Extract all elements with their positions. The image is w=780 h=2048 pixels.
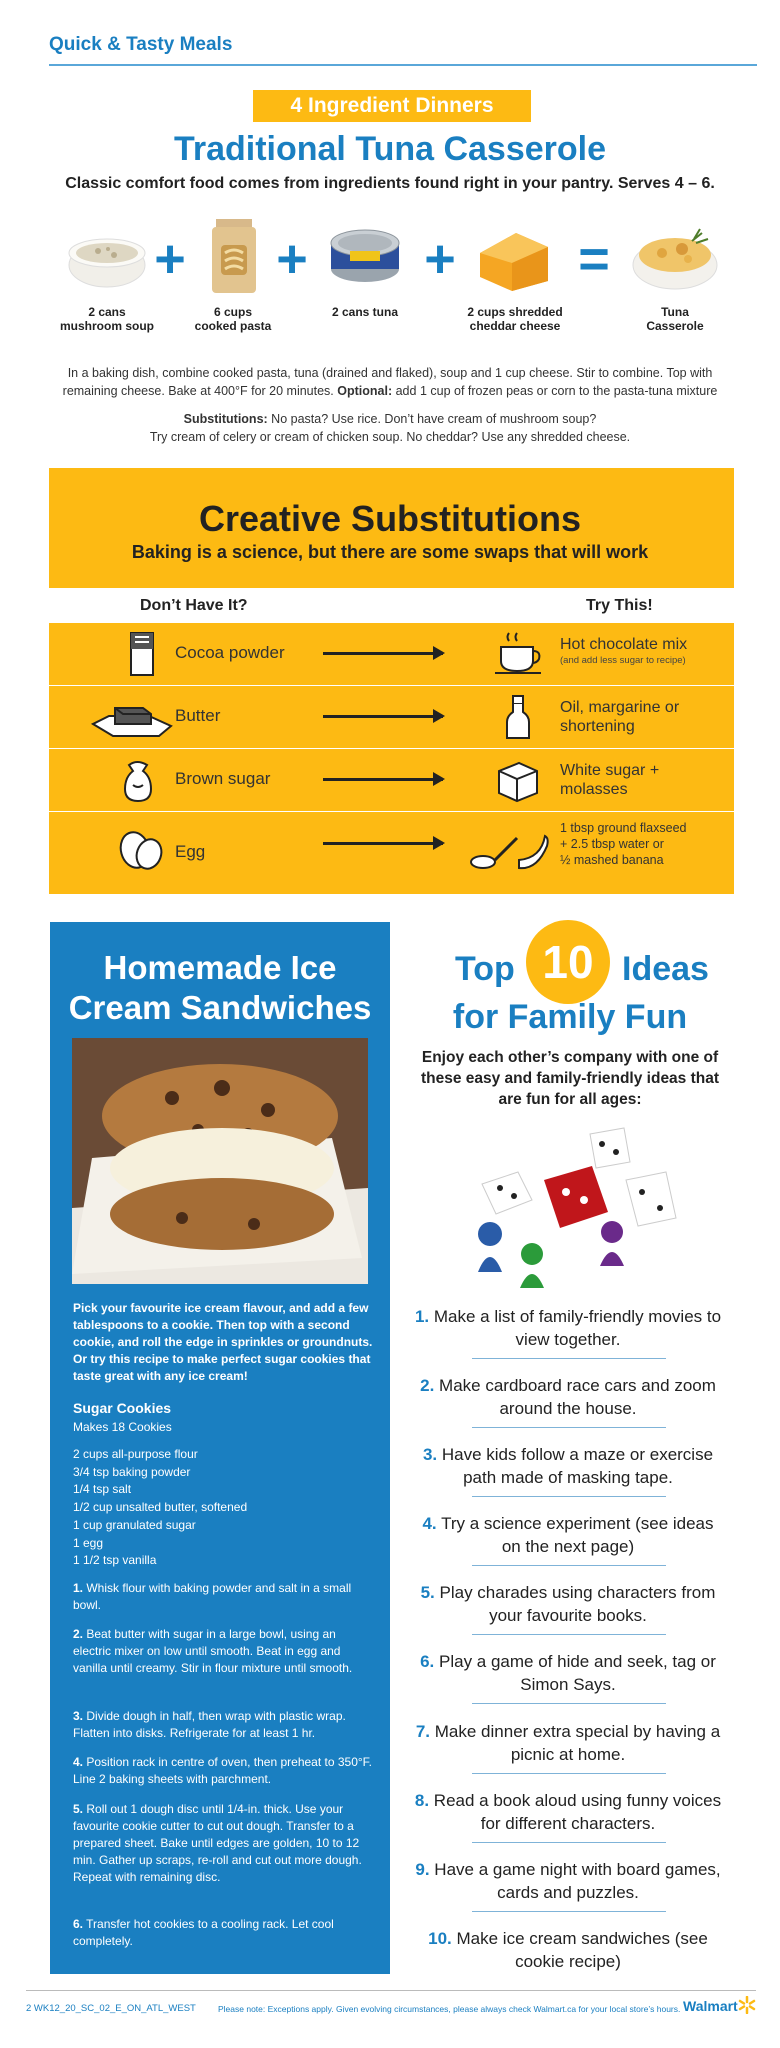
try-line: ½ mashed banana [560,853,664,867]
optional-label: Optional: [337,384,393,398]
ice-cream-intro: Pick your favourite ice cream flavour, and add a few tablespoons to a cookie. Then top with a second cookie, and roll the edge in sprinkles or groundnuts. Or try this recipe to make perfect sugar cookies that taste great with any ice cream! [73,1301,373,1383]
idea-text: Read a book aloud using funny voices for different characters. [433,1791,722,1833]
substitution-row [49,622,734,684]
idea-item [413,1650,723,1696]
idea-text: Play charades using characters from your favourite books. [439,1583,716,1625]
recipe-step [73,1754,373,1788]
brand-logo: Walmart [683,1998,738,2014]
ingredient-qty: 2 cups shredded [467,305,563,319]
substitution-row [49,811,734,894]
arrow-icon [323,652,443,655]
idea-item [413,1443,723,1489]
title-line: Homemade Ice [103,949,337,986]
idea-number: 5. [420,1583,435,1602]
recipe-substitutions [50,410,730,446]
cheese-icon [470,213,560,299]
top10-word-top: Top [455,950,515,988]
cocoa-box-icon [109,631,171,677]
recipe-yield: Makes 18 Cookies [73,1420,172,1434]
idea-divider [472,1358,666,1359]
arrow-icon [323,842,443,845]
idea-divider [472,1911,666,1912]
ingredient-line: 1/4 tsp salt [73,1482,132,1497]
ingredient-list [73,1446,373,1570]
step-text: Beat butter with sugar in a large bowl, using an electric mixer on low until smooth. Beat in egg and vanilla until creamy. Stir in flour mixture until smooth. [73,1627,353,1675]
idea-number: 7. [415,1722,431,1741]
result-casserole [610,213,740,333]
idea-divider [472,1496,666,1497]
optional-text: add 1 cup of frozen peas or corn to the pasta-tuna mixture [395,384,718,398]
step-text: Whisk flour with baking powder and salt in a small bowl. [73,1581,352,1612]
recipe-subtitle: Classic comfort food comes from ingredients found right in your pantry. Serves 4 – 6. [65,175,715,192]
recipe-step [73,1916,373,1950]
equals-sign: = [578,229,610,289]
step-number: 3. [73,1709,84,1723]
footer-divider [26,1990,756,1991]
idea-item [413,1858,723,1904]
idea-text: Play a game of hide and seek, tag or Simon Says. [439,1652,716,1694]
step-number: 4. [73,1755,84,1769]
idea-item [413,1512,723,1558]
try-item: Oil, margarine or shortening [560,699,680,735]
ingredient-line: 3/4 tsp baking powder [73,1464,191,1479]
idea-item [413,1927,723,1973]
idea-number: 9. [415,1860,430,1879]
page-code: 2 WK12_20_SC_02_E_ON_ATL_WEST [26,2003,196,2014]
ingredient-tuna [300,213,430,319]
sugar-sack-icon [109,757,171,803]
column-header-try: Try This! [586,597,653,614]
board-game-pieces-icon [462,1122,702,1292]
step-number: 2. [73,1627,84,1641]
recipe-step [73,1626,373,1677]
ingredient-line: 1 1/2 tsp vanilla [73,1553,157,1568]
idea-text: Try a science experiment (see ideas on the next page) [441,1514,714,1556]
instructions-text: In a baking dish, combine cooked pasta, tuna (drained and flaked), soup and 1 cup cheese. Stir to combine. Top with remaining cheese. Bake at 400°F for 20 minutes. [62,366,713,398]
plus-sign: + [276,229,308,289]
try-text: Hot chocolate mix [560,636,688,653]
try-line: + 2.5 tbsp water or [560,837,664,851]
step-number: 5. [73,1802,84,1816]
ingredient-name: cheddar cheese [469,319,561,333]
have-item: Cocoa powder [175,643,285,662]
step-text: Transfer hot cookies to a cooling rack. Let cool completely. [73,1917,334,1948]
step-text: Position rack in centre of oven, then preheat to 350°F. Line 2 baking sheets with parchment. [73,1755,372,1786]
idea-number: 6. [420,1652,435,1671]
idea-text: Have kids follow a maze or exercise path made of masking tape. [441,1445,714,1487]
header-divider [49,64,757,66]
tuna-can-icon [320,213,410,299]
ingredient-line: 1 cup granulated sugar [73,1517,196,1532]
idea-item [413,1581,723,1627]
recipe-step [73,1708,373,1742]
top10-word-ideas: Ideas [622,950,709,988]
have-item: Egg [175,842,206,861]
spoon-banana-icon [469,828,553,874]
idea-text: Make dinner extra special by having a picnic at home. [434,1722,721,1764]
idea-number: 1. [414,1307,430,1326]
try-item [560,820,730,868]
recipe-heading: Sugar Cookies [73,1400,172,1416]
spark-icon [738,1996,756,2014]
casserole-icon [630,213,720,299]
try-item: White sugar + molasses [560,762,660,798]
eggs-icon [109,826,171,872]
step-number: 6. [73,1917,84,1931]
recipe-step [73,1801,373,1886]
idea-divider [472,1773,666,1774]
top10-number-badge: 10 [526,920,610,1004]
butter-dish-icon [89,694,173,740]
substitution-row [49,748,734,810]
idea-text: Have a game night with board games, cards and puzzles. [434,1860,721,1902]
idea-text: Make ice cream sandwiches (see cookie recipe) [456,1929,708,1971]
ice-cream-sandwich-photo [72,1038,368,1284]
substitutions-subtitle: Baking is a science, but there are some swaps that will work [131,542,649,562]
idea-number: 10. [428,1929,452,1948]
ingredient-name: 2 cans tuna [331,305,399,319]
column-header-have: Don’t Have It? [140,597,248,614]
sugar-cube-icon [487,757,549,803]
idea-number: 2. [420,1376,435,1395]
idea-divider [472,1427,666,1428]
result-name: Tuna [661,305,689,319]
idea-text: Make a list of family-friendly movies to view together. [433,1307,722,1349]
substitutions-line: No pasta? Use rice. Don’t have cream of mushroom soup? [271,412,597,426]
result-name: Casserole [646,319,704,333]
ingredient-qty: 2 cans [88,305,126,319]
recipe-instructions [50,364,730,400]
step-text: Divide dough in half, then wrap with plastic wrap. Flatten into disks. Refrigerate for at least 1 hr. [73,1709,346,1740]
recipe-title: Traditional Tuna Casserole [173,130,607,168]
section-title: Quick & Tasty Meals [49,34,233,55]
plus-sign: + [424,229,456,289]
idea-item [413,1720,723,1766]
soup-bowl-icon [62,213,152,299]
idea-number: 3. [422,1445,438,1464]
idea-item [413,1374,723,1420]
step-number: 1. [73,1581,84,1595]
idea-divider [472,1634,666,1635]
try-note: (and add less sugar to recipe) [560,655,686,666]
ice-cream-title [50,948,390,1028]
oil-bottle-icon [487,694,549,740]
substitutions-line: Try cream of celery or cream of chicken soup. No cheddar? Use any shredded cheese. [149,430,631,444]
arrow-icon [323,778,443,781]
have-item: Brown sugar [175,769,271,788]
have-item: Butter [175,706,221,725]
ingredient-cheese [450,213,580,333]
coffee-cup-icon [487,631,549,677]
title-line: Cream Sandwiches [68,989,372,1026]
category-badge: 4 Ingredient Dinners [253,90,531,122]
plus-sign: + [154,229,186,289]
idea-item [413,1789,723,1835]
ingredient-name: mushroom soup [59,319,154,333]
ingredient-line: 1/2 cup unsalted butter, softened [73,1500,248,1515]
ingredient-name: cooked pasta [194,319,272,333]
idea-number: 8. [414,1791,430,1810]
top10-intro: Enjoy each other’s company with one of these easy and family-friendly ideas that are fun for all ages: [420,1049,720,1108]
recipe-step [73,1580,373,1614]
idea-divider [472,1842,666,1843]
ingredient-line: 2 cups all-purpose flour [73,1447,198,1461]
try-item [560,635,730,668]
try-line: 1 tbsp ground flaxseed [560,821,687,835]
idea-text: Make cardboard race cars and zoom around the house. [439,1376,716,1418]
substitutions-label: Substitutions: [183,412,268,426]
ingredient-line: 1 egg [73,1535,104,1550]
pasta-bag-icon [188,213,278,299]
idea-item [413,1305,723,1351]
idea-divider [472,1703,666,1704]
arrow-icon [323,715,443,718]
substitution-row [49,685,734,747]
substitutions-title: Creative Substitutions [198,498,582,539]
top10-subtitle: for Family Fun [452,998,688,1036]
step-text: Roll out 1 dough disc until 1/4-in. thick. Use your favourite cookie cutter to cut out dough. Transfer to a prepared sheet. Bake until edges are golden, 10 to 12 min. Gather up scraps, re-roll and cut out more dough. Repeat with remaining disc. [73,1802,362,1884]
footer-note: Please note: Exceptions apply. Given evolving circumstances, please always check Walmart.ca for your local store’s hours. [218,2004,681,2014]
idea-divider [472,1565,666,1566]
ingredient-qty: 6 cups [213,305,252,319]
idea-number: 4. [422,1514,437,1533]
